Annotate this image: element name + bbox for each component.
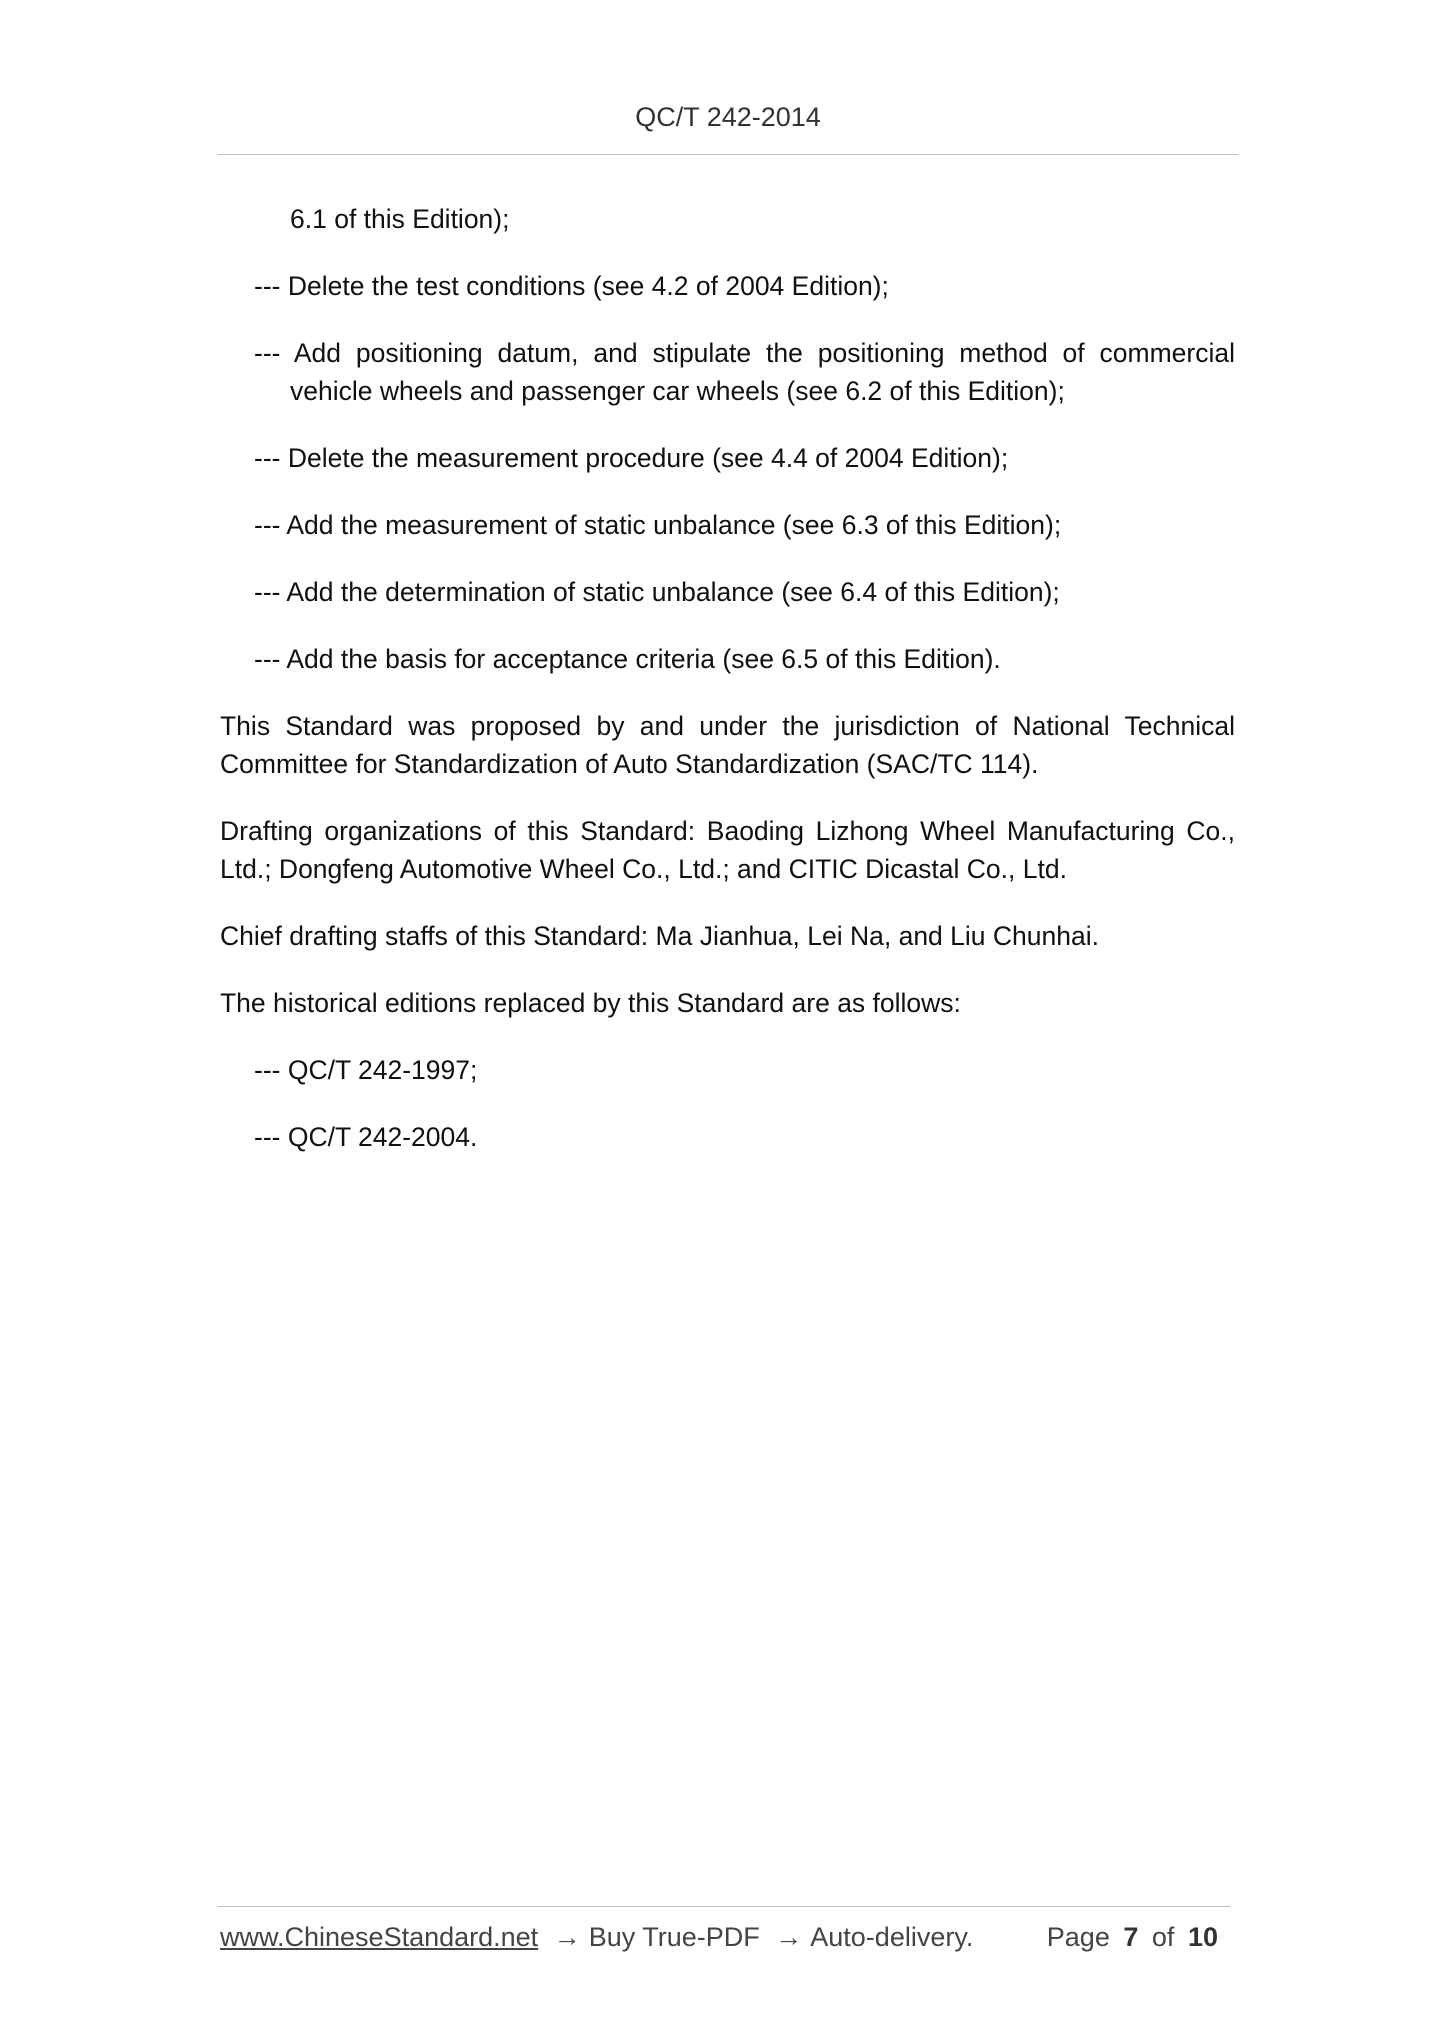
historical-editions-intro: The historical editions replaced by this Standard are as follows:: [220, 988, 961, 1018]
list-item: --- Add the measurement of static unbalance (see 6.3 of this Edition);: [254, 510, 1062, 540]
arrow-right-icon: →: [775, 1922, 803, 1952]
page-footer: [220, 1922, 1230, 1962]
header-divider: [217, 154, 1239, 155]
list-item: --- Delete the measurement procedure (see 4.4 of 2004 Edition);: [254, 443, 1009, 473]
buy-true-pdf-text: Buy True-PDF: [588, 1922, 760, 1952]
proposed-paragraph: This Standard was proposed by and under the jurisdiction of National Technical Committee for Standardization of Auto Standardization (SAC/TC 114).: [220, 711, 1235, 779]
chief-drafting-staffs-paragraph: Chief drafting staffs of this Standard: Ma Jianhua, Lei Na, and Liu Chunhai.: [220, 921, 1099, 951]
list-item: --- Add positioning datum, and stipulate the positioning method of commercial vehicle wheels and passenger car wheels (see 6.2 of this Edition);: [254, 338, 1235, 406]
drafting-organizations-paragraph: Drafting organizations of this Standard: Baoding Lizhong Wheel Manufacturing Co., Ltd.; Dongfeng Automotive Wheel Co., Ltd.; and CITIC Dicastal Co., Ltd.: [220, 816, 1235, 884]
list-item-continuation: 6.1 of this Edition);: [290, 204, 510, 234]
footer-divider: [217, 1906, 1230, 1907]
website-link[interactable]: www.ChineseStandard.net: [220, 1922, 539, 1952]
historical-edition-item: --- QC/T 242-2004.: [254, 1122, 478, 1152]
arrow-right-icon: →: [553, 1922, 581, 1952]
of-label: of: [1151, 1922, 1175, 1952]
list-item: --- Add the determination of static unbalance (see 6.4 of this Edition);: [254, 577, 1060, 607]
list-item: --- Add the basis for acceptance criteria (see 6.5 of this Edition).: [254, 644, 1001, 674]
list-item: --- Delete the test conditions (see 4.2 of 2004 Edition);: [254, 271, 889, 301]
current-page-number: 7: [1123, 1922, 1139, 1952]
auto-delivery-text: Auto-delivery.: [810, 1922, 974, 1952]
page-indicator: [1047, 1922, 1224, 1953]
page-label: Page: [1046, 1922, 1110, 1952]
historical-edition-item: --- QC/T 242-1997;: [254, 1055, 478, 1085]
total-pages-number: 10: [1187, 1922, 1218, 1952]
page-header-title: QC/T 242-2014: [635, 102, 821, 132]
